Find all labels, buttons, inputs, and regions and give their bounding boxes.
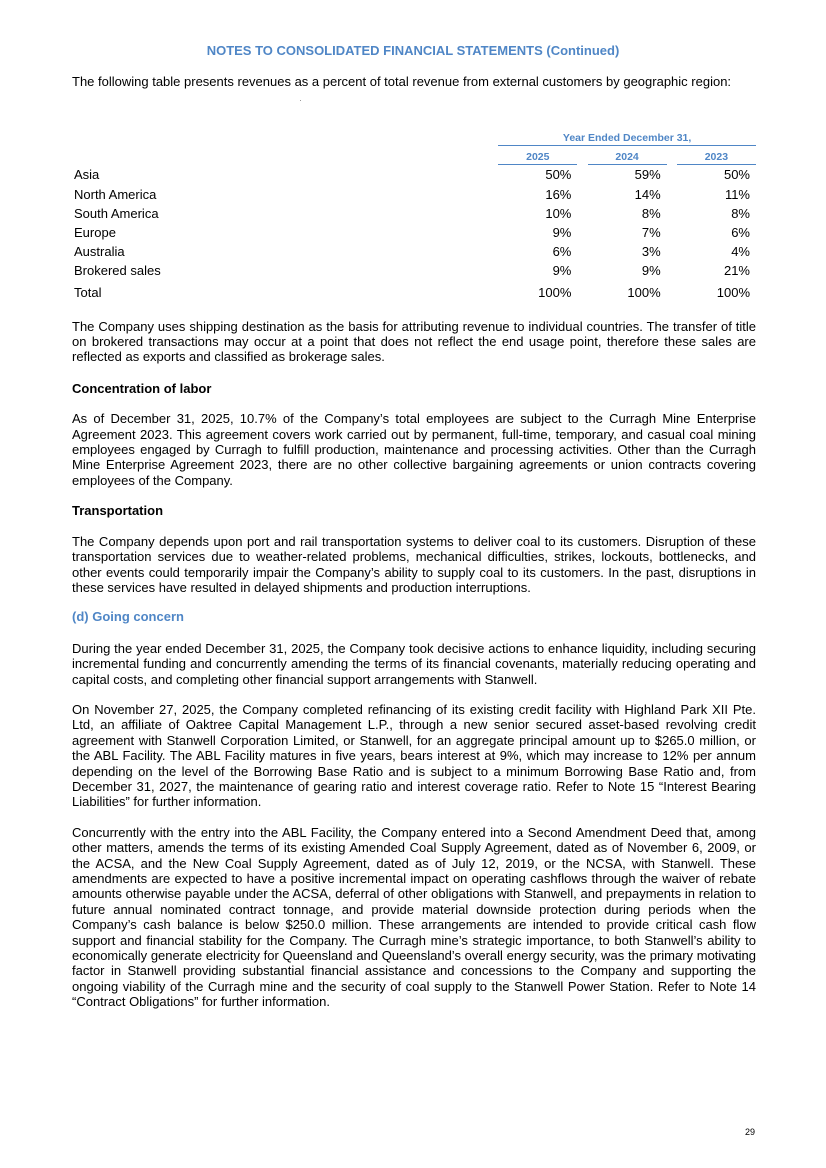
going-concern-paragraph-3: Concurrently with the entry into the ABL Facility, the Company entered into a Second Amendment Deed that, among other matters, amends the terms of its existing Amended Coal Supply Agreement, dated as of November 6, 2009, or the ACSA, and the New Coal Supply Agreement, dated as of July 12, 2019, or the NCSA, with Stanwell. These amendments are expected to have a positive incremental impact on operating cashflows through the waiver of rebate amounts otherwise payable under the ACSA, deferral of other obligations with Stanwell, and prepayments in relation to future annual nominated contract tonnage, and provide material downside protection during periods when the Company’s cash balance is below $250.0 million. These arrangements are intended to provide critical cash flow support and financial stability for the Company. The Curragh mine’s strategic importance, to both Stanwell’s ability to economically generate electricity for Queensland and Queensland’s overall energy security, was the primary motivating factor in Stanwell providing substantial financial assistance and concessions to the Company and supporting the ongoing viability of the Curragh mine and the security of coal supply to the Stanwell Power Station. Refer to Note 14 “Contract Obligations” for further information. — [72, 824, 756, 1010]
table-row — [72, 223, 756, 242]
row-value: 11% — [724, 186, 750, 202]
going-concern-heading: (d) Going concern — [72, 609, 184, 625]
transportation-paragraph: The Company depends upon port and rail transportation systems to deliver coal to its customers. Disruption of these transportation services due to weather-related problems, mechanical difficulties, strikes, lockouts, bottlenecks, and other events could temporarily impair the Company’s ability to supply coal to its customers. In the past, disruptions in these services have resulted in delayed shipments and production interruptions. — [72, 533, 756, 595]
row-value: 6% — [731, 225, 750, 241]
labor-heading: Concentration of labor — [72, 380, 212, 396]
row-value: 8% — [731, 205, 750, 221]
row-label: Asia — [74, 167, 100, 183]
row-value: 21% — [723, 263, 750, 279]
row-value: 10% — [545, 205, 572, 221]
row-value: 59% — [634, 167, 661, 183]
revenue-by-region-table — [72, 132, 756, 304]
year-header-2025: 2025 — [498, 146, 577, 165]
table-row — [72, 242, 756, 261]
row-value: 50% — [723, 167, 750, 183]
table-row — [72, 185, 756, 204]
row-label: Australia — [74, 244, 125, 260]
year-header-2024: 2024 — [588, 146, 667, 165]
labor-paragraph: As of December 31, 2025, 10.7% of the Company’s total employees are subject to the Curragh Mine Enterprise Agreement 2023. This agreement covers work carried out by permanent, full-time, temporary, and casual coal mining employees engaged by Curragh to fulfill production, maintenance and processing activities. Other than the Curragh Mine Enterprise Agreement 2023, there are no other collective bargaining agreements or union contracts covering employees of the Company. — [72, 411, 756, 488]
page-number: 29 — [745, 1127, 756, 1137]
row-value: 6% — [552, 244, 572, 260]
row-label: South America — [74, 205, 159, 221]
table-row — [72, 165, 756, 185]
table-row — [72, 204, 756, 223]
transportation-heading: Transportation — [72, 503, 164, 519]
table-year-header-row — [72, 146, 756, 165]
table-intro-text: The following table presents revenues as a percent of total revenue from external customers by geographic region: — [72, 74, 732, 89]
shipping-paragraph: The Company uses shipping destination as the basis for attributing revenue to individual countries. The transfer of title on brokered transactions may occur at a point that does not reflect the end usage point, therefore these sales are reflected as exports and classified as brokerage sales. — [72, 318, 756, 365]
row-value: 50% — [545, 167, 572, 183]
row-value: 14% — [634, 186, 661, 202]
row-value: 9% — [552, 225, 572, 241]
row-value: 16% — [545, 186, 572, 202]
table-group-header-row — [72, 132, 756, 146]
going-concern-paragraph-1: During the year ended December 31, 2025, the Company took decisive actions to enhance liquidity, including securing incremental funding and concurrently amending the terms of its financial covenants, materially reducing operating and capital costs, and completing other financial support arrangements with Stanwell. — [72, 640, 756, 687]
total-value: 100% — [716, 284, 750, 300]
total-value: 100% — [538, 284, 572, 300]
total-value: 100% — [627, 284, 661, 300]
row-value: 9% — [552, 263, 572, 279]
row-value: 7% — [641, 225, 661, 241]
year-ended-header: Year Ended December 31, — [498, 132, 756, 146]
table-row — [72, 261, 756, 280]
row-value: 3% — [641, 244, 661, 260]
year-header-2023: 2023 — [677, 146, 756, 165]
row-label: North America — [74, 186, 157, 202]
row-label: Brokered sales — [74, 263, 161, 279]
row-label: Europe — [74, 225, 116, 241]
document-body — [72, 74, 756, 1010]
total-label: Total — [74, 284, 102, 300]
row-value: 4% — [731, 244, 750, 260]
page-title: NOTES TO CONSOLIDATED FINANCIAL STATEMENTS (Continued) — [206, 43, 620, 58]
going-concern-paragraph-2: On November 27, 2025, the Company completed refinancing of its existing credit facility with Highland Park XII Pte. Ltd, an affiliate of Oaktree Capital Management L.P., through a new senior secured asset-based revolving credit agreement with Stanwell Corporation Limited, or Stanwell, for an aggregate principal amount up to $265.0 million, or the ABL Facility. The ABL Facility matures in five years, bears interest at 9%, which may increase to 12% per annum depending on the level of the Borrowing Base Ratio and is subject to a minimum Borrowing Base Ratio and, from December 31, 2027, the maintenance of gearing ratio and interest coverage ratio. Refer to Note 15 “Interest Bearing Liabilities” for further information. — [72, 701, 756, 810]
row-value: 9% — [641, 263, 661, 279]
row-value: 8% — [641, 205, 661, 221]
table-total-row — [72, 281, 756, 305]
